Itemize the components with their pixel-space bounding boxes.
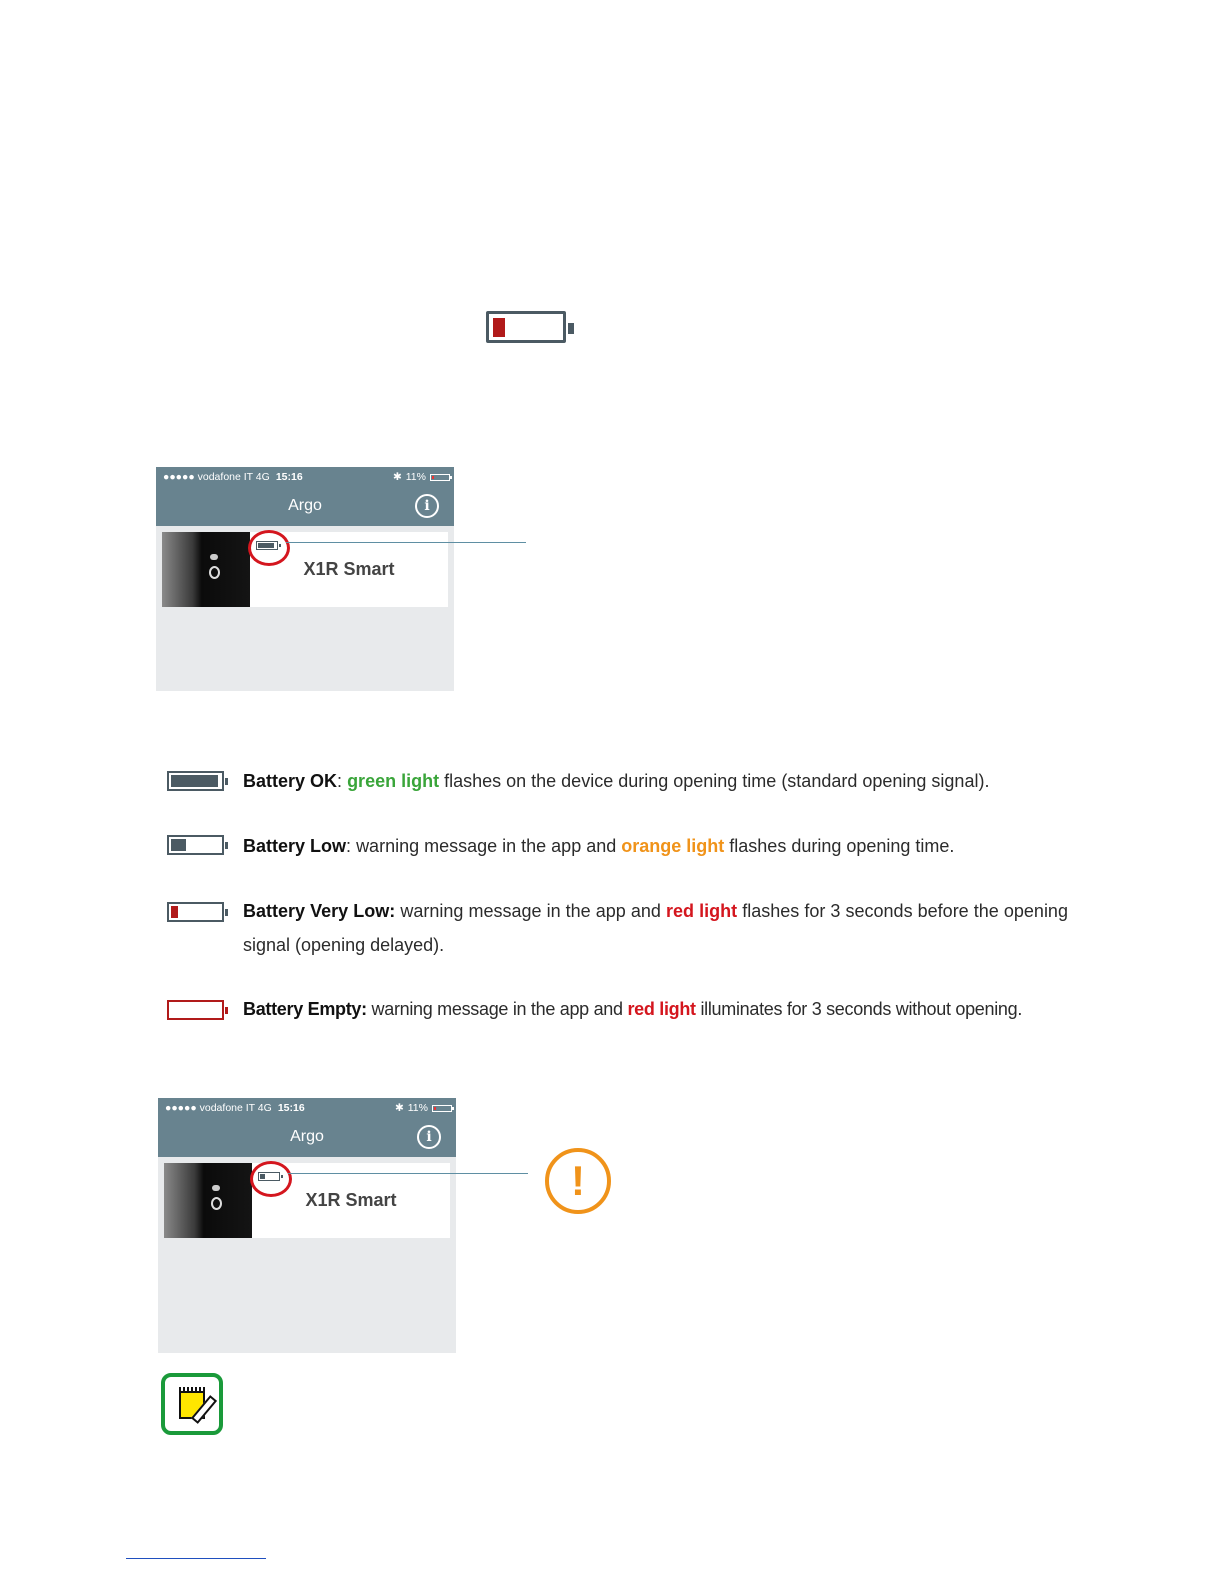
device-image xyxy=(164,1163,252,1238)
footnote-separator xyxy=(126,1558,266,1559)
status-time: 15:16 xyxy=(275,471,303,483)
battery-percent: 11% xyxy=(407,1102,428,1114)
device-card[interactable] xyxy=(164,1163,450,1238)
carrier-text: ●●●●● vodafone IT 4G xyxy=(163,471,270,483)
app-screenshot-battery-ok xyxy=(156,467,454,691)
bluetooth-icon: ✱ xyxy=(392,471,402,483)
battery-percent: 11% xyxy=(405,471,426,483)
battery-very-low-icon xyxy=(486,311,566,343)
device-image xyxy=(162,532,250,607)
nav-title: Argo xyxy=(290,1128,324,1145)
status-bar xyxy=(156,467,454,487)
callout-line xyxy=(288,1173,528,1174)
battery-very-low-legend-icon xyxy=(167,902,224,922)
carrier-text: ●●●●● vodafone IT 4G xyxy=(165,1102,272,1114)
device-card[interactable] xyxy=(162,532,448,607)
legend-battery-very-low: Battery Very Low: warning message in the app and red light flashes for 3 seconds before the opening signal (opening delayed). xyxy=(243,901,1068,955)
status-time: 15:16 xyxy=(277,1102,305,1114)
battery-empty-icon xyxy=(167,1000,224,1020)
device-name: X1R Smart xyxy=(303,559,395,579)
warning-icon: ! xyxy=(545,1148,611,1214)
device-name: X1R Smart xyxy=(305,1190,397,1210)
info-icon[interactable]: i xyxy=(417,1125,441,1149)
info-icon[interactable]: i xyxy=(415,494,439,518)
nav-title: Argo xyxy=(288,497,322,514)
note-icon xyxy=(161,1373,223,1435)
status-battery-icon xyxy=(430,474,450,481)
legend-battery-empty: Battery Empty: warning message in the app and red light illuminates for 3 seconds without opening. xyxy=(243,999,1023,1019)
legend-battery-low: Battery Low: warning message in the app and orange light flashes during opening time. xyxy=(243,836,955,856)
battery-ok-icon xyxy=(167,771,224,791)
status-bar xyxy=(158,1098,456,1118)
nav-bar xyxy=(158,1118,456,1157)
legend-battery-ok: Battery OK: green light flashes on the device during opening time (standard opening signal). xyxy=(243,771,990,791)
battery-low-icon xyxy=(167,835,224,855)
nav-bar xyxy=(156,487,454,526)
bluetooth-icon: ✱ xyxy=(394,1102,404,1114)
status-battery-icon xyxy=(432,1105,452,1112)
callout-line xyxy=(286,542,526,543)
app-screenshot-battery-low xyxy=(158,1098,456,1353)
